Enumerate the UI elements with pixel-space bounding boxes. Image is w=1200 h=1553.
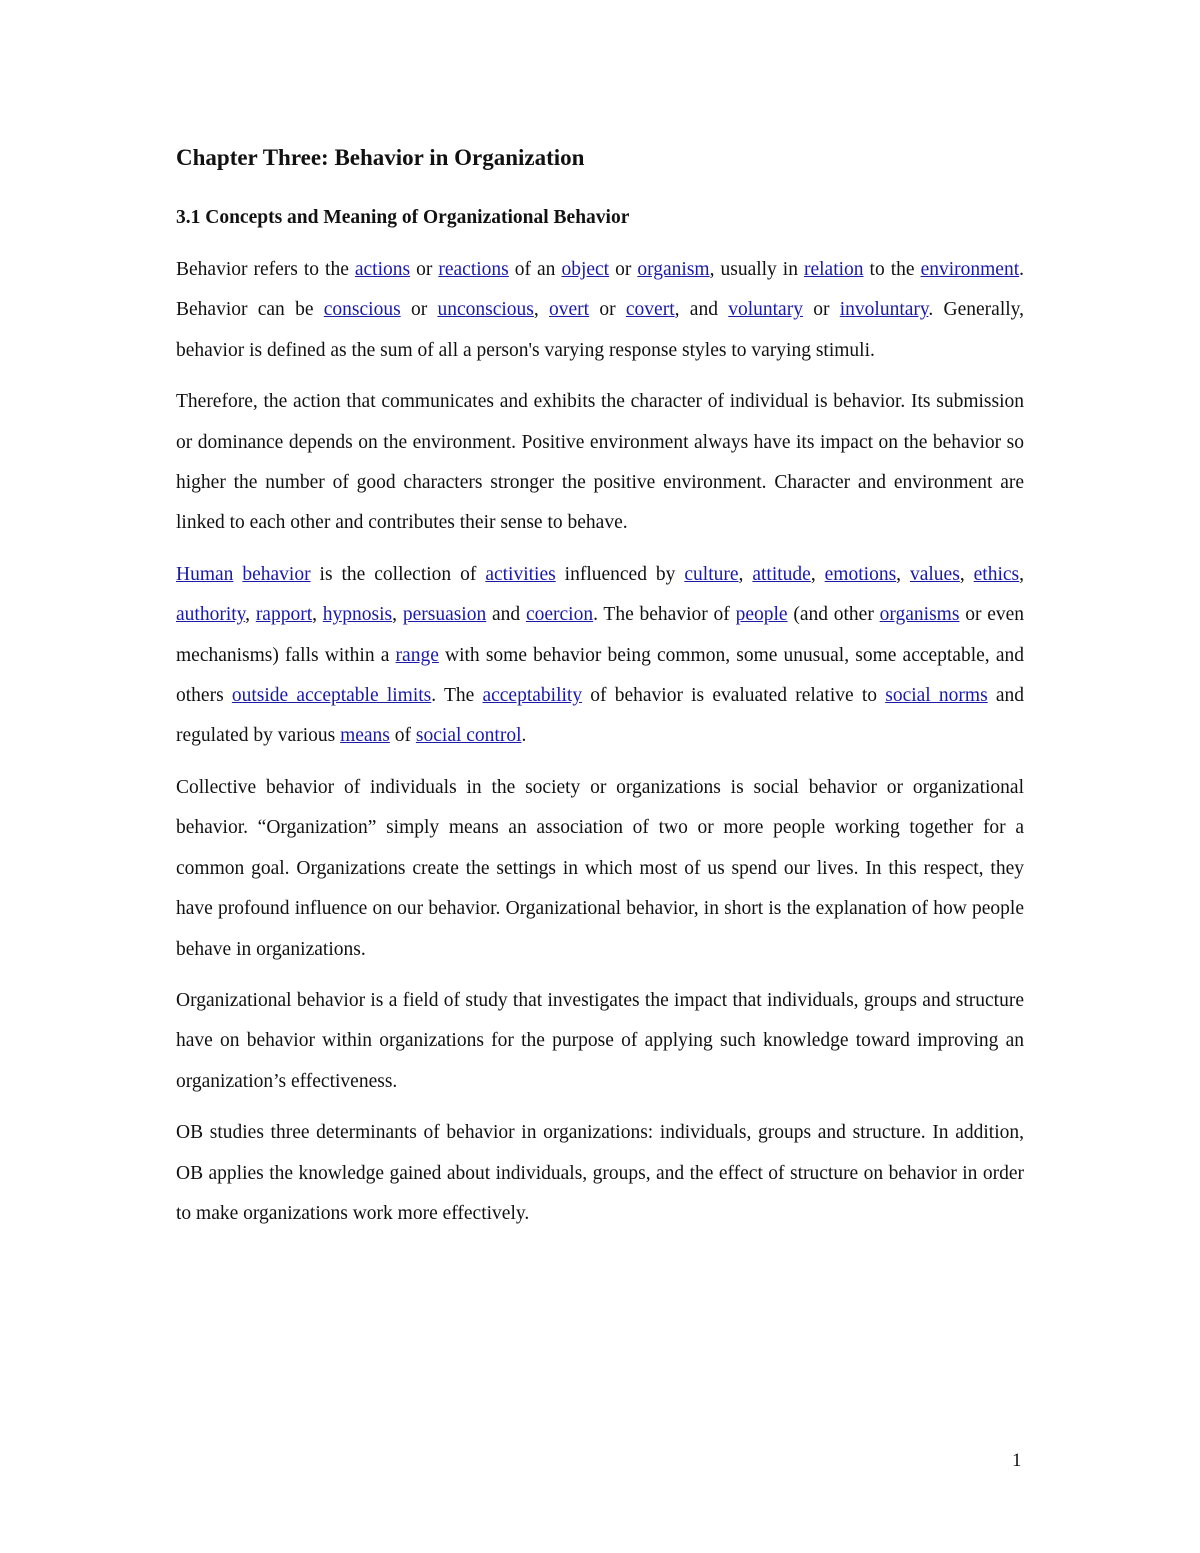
hyperlink[interactable]: involuntary	[839, 299, 929, 321]
hyperlink[interactable]: social norms	[885, 685, 988, 707]
hyperlink[interactable]: object	[561, 259, 610, 280]
text-run: to the	[863, 259, 921, 280]
hyperlink[interactable]: actions	[354, 259, 411, 280]
hyperlink[interactable]: persuasion	[402, 604, 487, 626]
hyperlink[interactable]: social control	[415, 725, 522, 747]
text-run: Behavior refers to the	[176, 259, 355, 280]
text-run: influenced by	[555, 563, 685, 585]
text-run: of behavior is evaluated relative to	[582, 685, 886, 707]
text-run: , and	[674, 299, 729, 321]
hyperlink[interactable]: hypnosis	[322, 604, 393, 626]
hyperlink[interactable]: organisms	[879, 604, 960, 626]
text-run: and regulated by various	[176, 685, 1025, 747]
text-run: or	[400, 299, 438, 321]
text-run: (and other	[787, 604, 880, 626]
text-run: . The behavior of	[593, 604, 736, 626]
text-run: OB studies three determinants of behavior in organizations: individuals, groups and structure. In addition, OB applies the knowledge gained about individuals, groups, and the effect of structure on behavior in order to make organizations work more effectively.	[176, 1122, 1024, 1224]
text-run: or	[589, 299, 626, 321]
hyperlink[interactable]: rapport	[255, 604, 313, 626]
hyperlink[interactable]: behavior	[242, 563, 311, 585]
paragraph	[176, 250, 1024, 371]
hyperlink[interactable]: conscious	[323, 299, 401, 321]
section-title: 3.1 Concepts and Meaning of Organizational Behavior	[176, 207, 630, 228]
paragraph	[176, 1113, 1024, 1234]
text-run: Therefore, the action that communicates and exhibits the character of individual is behavior. Its submission or dominance depends on the environment. Positive environment always have its impact on the behavior so higher the number of good characters stronger the positive environment. Character and environment are linked to each other and contributes their sense to behave.	[176, 391, 1024, 534]
chapter-title: Chapter Three: Behavior in Organization	[176, 145, 585, 170]
hyperlink[interactable]: activities	[485, 563, 556, 585]
hyperlink[interactable]: reactions	[438, 259, 509, 280]
text-run: of an	[508, 259, 562, 280]
document-page	[176, 138, 1024, 1245]
hyperlink[interactable]: environment	[920, 259, 1020, 280]
text-run: or	[802, 299, 840, 321]
text-run: ,	[1019, 563, 1024, 585]
hyperlink[interactable]: unconscious	[437, 299, 534, 321]
hyperlink[interactable]: acceptability	[482, 685, 583, 707]
paragraph	[176, 555, 1024, 757]
text-run: and	[486, 604, 526, 626]
text-run: ,	[810, 563, 825, 585]
text-run: ,	[312, 604, 323, 626]
hyperlink[interactable]: ethics	[973, 563, 1020, 585]
hyperlink[interactable]: overt	[549, 299, 590, 321]
text-run: ,	[959, 563, 974, 585]
hyperlink[interactable]: people	[735, 604, 788, 626]
text-run: ,	[533, 299, 550, 321]
hyperlink[interactable]: attitude	[752, 563, 811, 585]
hyperlink[interactable]: covert	[625, 299, 675, 321]
text-run: ,	[245, 604, 256, 626]
body-text	[176, 250, 1024, 1234]
hyperlink[interactable]: values	[909, 563, 960, 585]
paragraph	[176, 382, 1024, 544]
hyperlink[interactable]: relation	[803, 259, 864, 280]
hyperlink[interactable]: culture	[684, 563, 739, 585]
text-run: , usually in	[709, 259, 804, 280]
hyperlink[interactable]: coercion	[525, 604, 594, 626]
paragraph	[176, 768, 1024, 970]
text-run: or	[410, 259, 439, 280]
paragraph	[176, 981, 1024, 1102]
hyperlink[interactable]: Human	[176, 563, 234, 585]
page-number: 1	[1012, 1450, 1022, 1471]
text-run: of	[389, 725, 416, 747]
hyperlink[interactable]: voluntary	[728, 299, 803, 321]
text-run: is the collection of	[310, 563, 486, 585]
text-run: Collective behavior of individuals in the society or organizations is social behavior or organizational behavior. “Organization” simply means an association of two or more people working together for a common goal. Organizations create the settings in which most of us spend our lives. In this respect, they have profound influence on our behavior. Organizational behavior, in short is the explanation of how people behave in organizations.	[176, 776, 1024, 960]
text-run: ,	[896, 563, 910, 585]
text-run: . Behavior can be	[176, 259, 1024, 321]
hyperlink[interactable]: means	[340, 725, 390, 747]
hyperlink[interactable]: emotions	[824, 563, 897, 585]
text-run: or even mechanisms) falls within a	[176, 604, 1025, 666]
text-run: with some behavior being common, some unusual, some acceptable, and others	[176, 644, 1024, 707]
hyperlink[interactable]: authority	[176, 604, 246, 626]
text-run: ,	[392, 604, 403, 626]
text-run: ,	[738, 563, 753, 585]
text-run: .	[521, 725, 527, 747]
text-run: Organizational behavior is a field of study that investigates the impact that individuals, groups and structure have on behavior within organizations for the purpose of applying such knowledge toward improving an organization’s effectiveness.	[176, 989, 1024, 1092]
text-run: . The	[431, 685, 483, 707]
text-run: . Generally, behavior is defined as the sum of all a person's varying response styles to varying stimuli.	[176, 299, 1025, 361]
hyperlink[interactable]: organism	[637, 259, 710, 280]
hyperlink[interactable]: range	[395, 644, 439, 666]
hyperlink[interactable]: outside acceptable limits	[231, 685, 432, 707]
text-run: or	[609, 259, 638, 280]
